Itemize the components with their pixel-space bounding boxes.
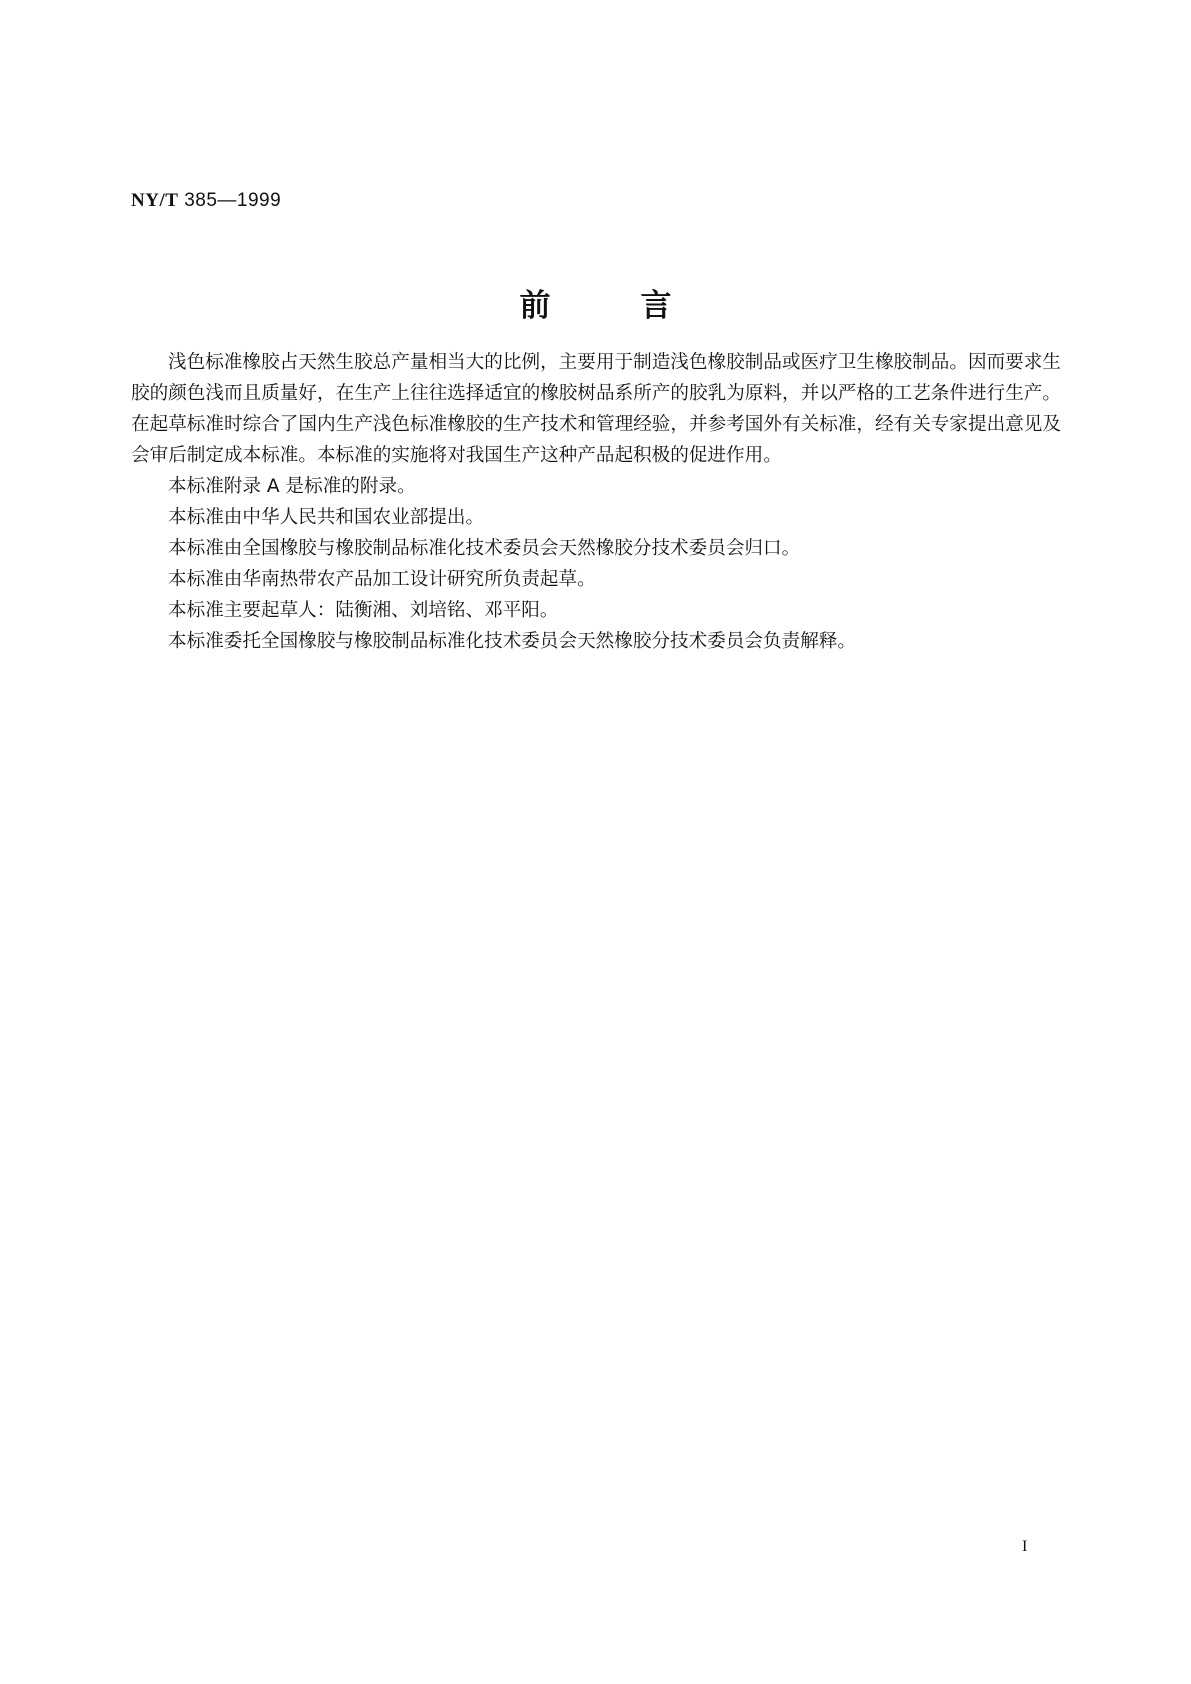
paragraph-interpretation: 本标准委托全国橡胶与橡胶制品标准化技术委员会天然橡胶分技术委员会负责解释。 [168,631,856,652]
paragraph-drafters: 本标准主要起草人：陆衡湘、刘培铭、邓平阳。 [168,600,559,621]
foreword-body [131,347,1061,657]
page-number: I [1022,1538,1028,1555]
standard-code [131,190,281,212]
paragraph-appendix: 本标准附录 A 是标准的附录。 [168,476,416,497]
standard-number: 385—1999 [184,190,282,211]
standard-prefix: NY/T [131,190,179,211]
paragraph-intro: 浅色标准橡胶占天然生胶总产量相当大的比例，主要用于制造浅色橡胶制品或医疗卫生橡胶制品。因而要求生胶的颜色浅而且质量好，在生产上往往选择适宜的橡胶树品系所产的胶乳为原料，并以严格的工艺条件进行生产。在起草标准时综合了国内生产浅色标准橡胶的生产技术和管理经验，并参考国外有关标准，经有关专家提出意见及会审后制定成本标准。本标准的实施将对我国生产这种产品起积极的促进作用。 [131,352,1061,466]
paragraph-drafter-org: 本标准由华南热带农产品加工设计研究所负责起草。 [168,569,596,590]
paragraph-proposer: 本标准由中华人民共和国农业部提出。 [168,507,485,528]
paragraph-administrator: 本标准由全国橡胶与橡胶制品标准化技术委员会天然橡胶分技术委员会归口。 [168,538,801,559]
page-title: 前言 [519,288,762,324]
